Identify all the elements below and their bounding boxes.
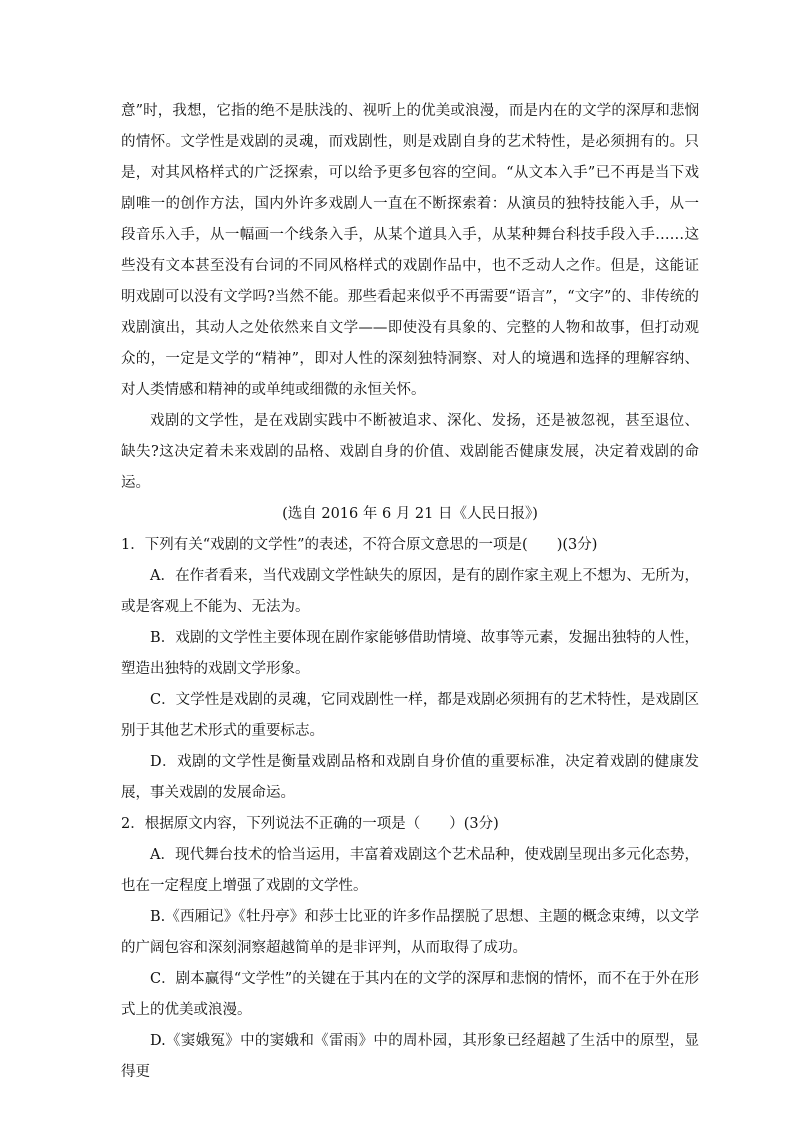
passage-paragraph-2: 戏剧的文学性，是在戏剧实践中不断被追求、深化、发扬，还是被忽视，甚至退位、缺失?这决定着未来戏剧的品格、戏剧自身的价值、戏剧能否健康发展，决定着戏剧的命运。: [121, 413, 699, 491]
document-page: [121, 96, 699, 1088]
passage-source: (选自 2016 年 6 月 21 日《人民日报》): [282, 506, 538, 522]
question-2-option-d: D.《窦娥冤》中的窦娥和《雷雨》中的周朴园，其形象已经超越了生活中的原型，显得更: [121, 1033, 699, 1080]
passage-paragraph-1: 意”时，我想，它指的绝不是肤浅的、视听上的优美或浪漫，而是内在的文学的深厚和悲悯的情怀。文学性是戏剧的灵魂，而戏剧性，则是戏剧自身的艺术特性，是必须拥有的。只是，对其风格样式的广泛探索，可以给予更多包容的空间。“从文本入手”已不再是当下戏剧唯一的创作方法，国内外许多戏剧人一直在不断探索着：从演员的独特技能入手，从一段音乐入手，从一幅画一个线条入手，从某个道具入手，从某种舞台科技手段入手……这些没有文本甚至没有台词的不同风格样式的戏剧作品中，也不乏动人之作。但是，这能证明戏剧可以没有文学吗?当然不能。那些看起来似乎不再需要“语言”，“文字”的、非传统的戏剧演出，其动人之处依然来自文学——即使没有具象的、完整的人物和故事，但打动观众的，一定是文学的“精神”，即对人性的深刻独特洞察、对人的境遇和选择的理解容纳、对人类情感和精神的或单纯或细微的永恒关怀。: [121, 103, 699, 398]
question-1-stem: 1．下列有关“戏剧的文学性”的表述，不符合原文意思的一项是( )(3分): [121, 537, 598, 553]
question-1-option-d: D．戏剧的文学性是衡量戏剧品格和戏剧自身价值的重要标准，决定着戏剧的健康发展，事关戏剧的发展命运。: [121, 754, 699, 801]
question-1-option-c: C．文学性是戏剧的灵魂，它同戏剧性一样，都是戏剧必须拥有的艺术特性，是戏剧区别于其他艺术形式的重要标志。: [121, 692, 699, 739]
question-2-option-b: B.《西厢记》《牡丹亭》和莎士比亚的许多作品摆脱了思想、主题的概念束缚，以文学的广阔包容和深刻洞察超越简单的是非评判，从而取得了成功。: [121, 909, 699, 956]
question-2-stem: 2．根据原文内容，下列说法不正确的一项是（ ）(3分): [121, 816, 499, 832]
question-2-option-c: C．剧本赢得“文学性”的关键在于其内在的文学的深厚和悲悯的情怀，而不在于外在形式上的优美或浪漫。: [121, 971, 699, 1018]
question-2-option-a: A．现代舞台技术的恰当运用，丰富着戏剧这个艺术品种，使戏剧呈现出多元化态势，也在一定程度上增强了戏剧的文学性。: [121, 847, 699, 894]
question-1-option-b: B．戏剧的文学性主要体现在剧作家能够借助情境、故事等元素，发掘出独特的人性，塑造出独特的戏剧文学形象。: [121, 630, 699, 677]
question-1-option-a: A．在作者看来，当代戏剧文学性缺失的原因，是有的剧作家主观上不想为、无所为，或是客观上不能为、无法为。: [121, 568, 699, 615]
